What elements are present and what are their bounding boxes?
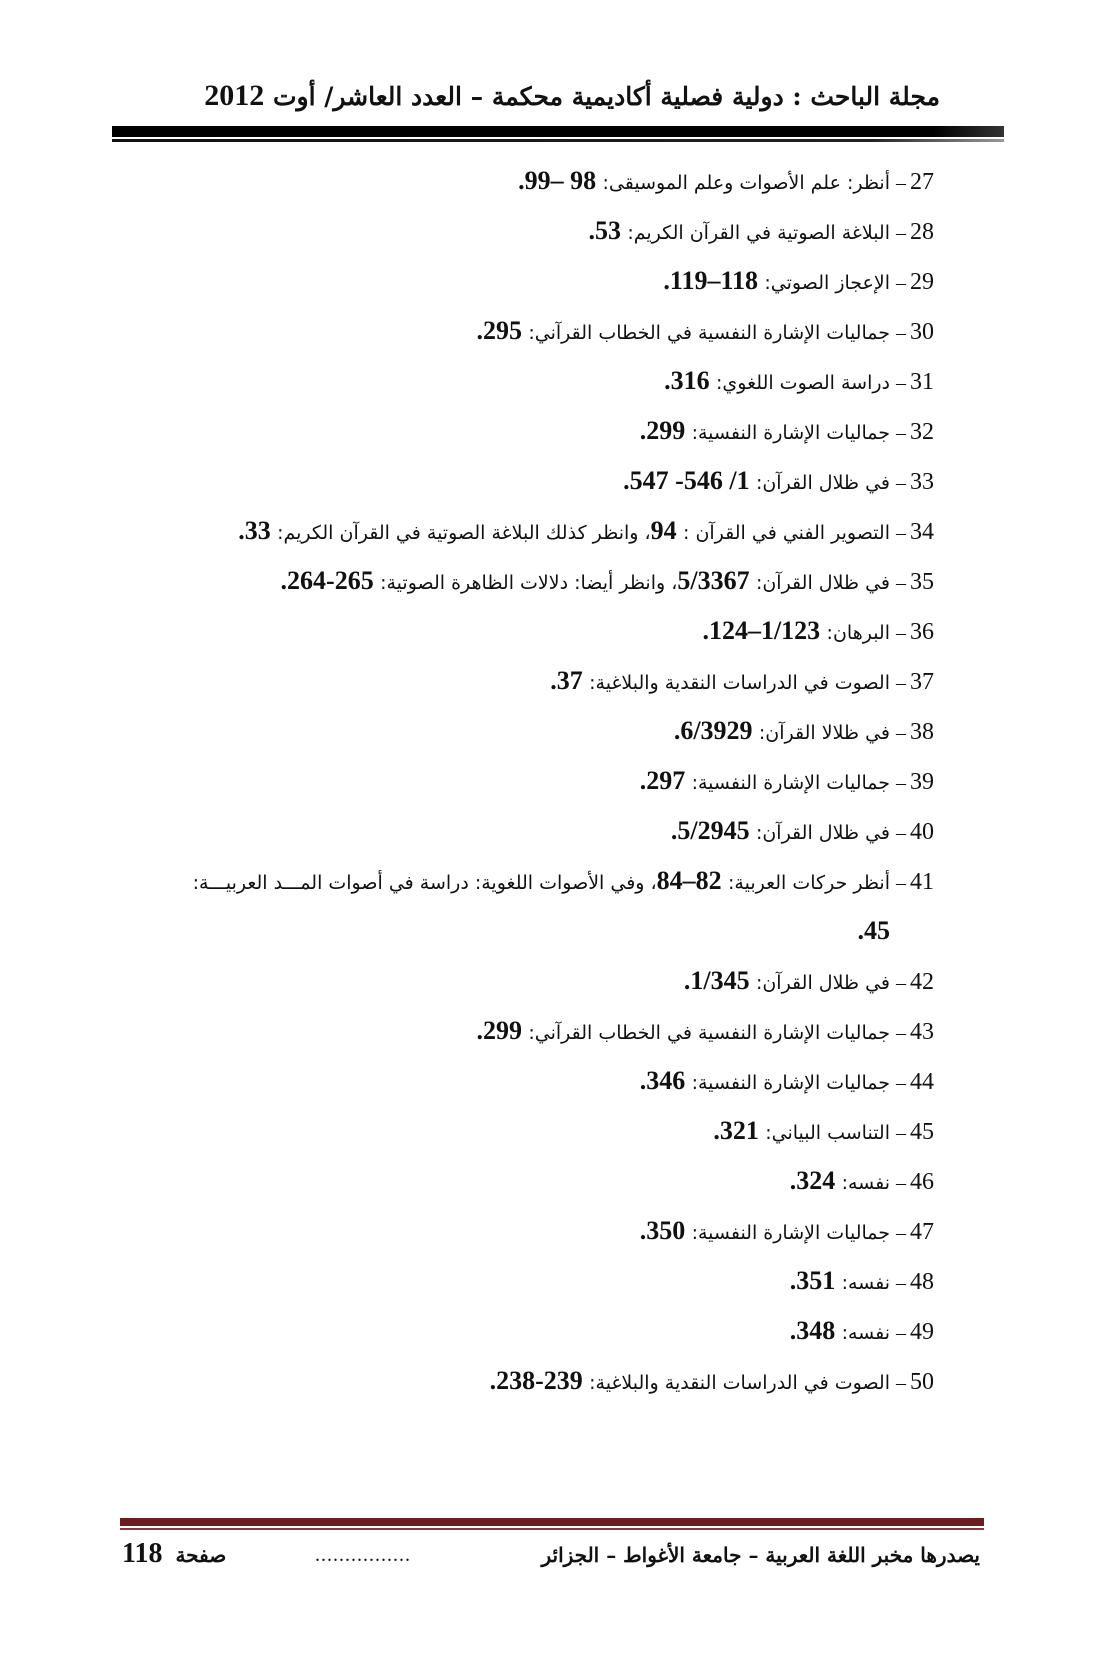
footnote-ref: 350. [639, 1216, 686, 1245]
footnote-ref: 118–119. [663, 266, 759, 295]
footnote-text: جماليات الإشارة النفسية: [691, 772, 890, 794]
footnote-ref: 295. [476, 316, 522, 345]
footer-page-number [122, 1536, 282, 1573]
footnote-number: 50 [910, 1369, 934, 1395]
header-divider-thin [112, 139, 1004, 142]
footnote-ref: 346. [639, 1066, 686, 1095]
footnote-text: دراسة الصوت اللغوي: [716, 372, 890, 394]
header-divider-thick [112, 126, 1004, 137]
footnote-ref: 45. [857, 916, 890, 945]
footnote-number: 48 [910, 1269, 934, 1295]
footnote-ref: 1/345. [683, 966, 750, 995]
footnote-41 [104, 858, 934, 908]
footnote-text: جماليات الإشارة النفسية في الخطاب القرآني: [528, 322, 890, 344]
footnote-number: 42 [910, 969, 934, 995]
footnote-number: 27 [910, 169, 934, 195]
footnote-dash: – [896, 622, 906, 644]
footnote-number: 45 [910, 1119, 934, 1145]
footnote-text: في ظلال القرآن: [755, 472, 890, 494]
footnote-ref: 299. [639, 416, 686, 445]
footnote-35 [104, 558, 934, 608]
footnote-40 [104, 808, 934, 858]
journal-year: 2012 [204, 79, 265, 112]
footnote-28 [104, 208, 934, 258]
footnote-dash: – [896, 1172, 906, 1194]
footnote-dash: – [896, 1122, 906, 1144]
footnote-text: الصوت في الدراسات النقدية والبلاغية: [589, 672, 890, 694]
footnote-dash: – [896, 672, 906, 694]
footnote-36 [104, 608, 934, 658]
journal-header [180, 78, 940, 115]
footnote-45 [104, 1108, 934, 1158]
footnote-ref: 297. [639, 766, 686, 795]
footnote-dash: – [896, 1372, 906, 1394]
footnote-text: في ظلال القرآن: [755, 822, 890, 844]
footnote-text: أنظر حركات العربية: [728, 872, 890, 894]
page-number: 118 [122, 1538, 163, 1569]
footnote-ref: 5/2945. [670, 816, 750, 845]
footer-dots: ................ [315, 1544, 411, 1566]
footnote-number: 36 [910, 619, 934, 645]
footnote-ref: 348. [789, 1316, 836, 1345]
footnote-number: 33 [910, 469, 934, 495]
footnote-number: 29 [910, 269, 934, 295]
footnote-text-2: ، وانظر أيضا: دلالات الظاهرة الصوتية: [380, 572, 678, 594]
footnote-text: البرهان: [826, 622, 890, 644]
footnote-text: في ظلال القرآن: [755, 572, 890, 594]
footer-publisher: يصدرها مخبر اللغة العربية – جامعة الأغواط – الجزائر [541, 1543, 980, 1567]
footnote-49 [104, 1308, 934, 1358]
footnote-44 [104, 1058, 934, 1108]
footnote-number: 40 [910, 819, 934, 845]
footnote-43 [104, 1008, 934, 1058]
footnote-ref: 299. [476, 1016, 522, 1045]
footnote-number: 46 [910, 1169, 934, 1195]
footnote-text: نفسه: [841, 1272, 890, 1294]
footnote-ref-2: 264-265. [280, 566, 374, 595]
footnote-39 [104, 758, 934, 808]
footnote-dash: – [896, 222, 906, 244]
header-divider [112, 126, 1004, 144]
footnote-dash: – [896, 1022, 906, 1044]
footnote-ref: 5/3367 [677, 566, 750, 595]
footnote-31 [104, 358, 934, 408]
footer-divider-thin [120, 1528, 984, 1530]
footnote-dash: – [896, 1072, 906, 1094]
footnote-dash: – [896, 872, 906, 894]
footnote-text: التصوير الفني في القرآن : [683, 522, 890, 544]
footnote-ref: 1/ 546- 547. [623, 466, 750, 495]
footer-divider [120, 1518, 984, 1532]
footnote-dash: – [896, 422, 906, 444]
page-label: صفحة [175, 1543, 227, 1567]
footnote-ref: 351. [789, 1266, 836, 1295]
footnote-text: جماليات الإشارة النفسية: [691, 1072, 890, 1094]
footnote-text: أنظر: علم الأصوات وعلم الموسيقى: [602, 172, 890, 194]
footnote-dash: – [896, 772, 906, 794]
footnote-34 [104, 508, 934, 558]
footnote-number: 41 [910, 869, 934, 895]
footnote-number: 38 [910, 719, 934, 745]
footnote-ref: 82–84 [656, 866, 722, 895]
footnote-dash: – [896, 1222, 906, 1244]
footnote-dash: – [896, 322, 906, 344]
footnote-text: في ظلالا القرآن: [758, 722, 890, 744]
footnote-ref: 1/123–124. [702, 616, 821, 645]
footnote-ref: 238-239. [489, 1366, 583, 1395]
footnote-50 [104, 1358, 934, 1408]
footnote-29 [104, 258, 934, 308]
footnote-number: 43 [910, 1019, 934, 1045]
footnote-dash: – [896, 972, 906, 994]
footnote-33 [104, 458, 934, 508]
footnote-text: جماليات الإشارة النفسية: [691, 422, 890, 444]
footnotes-list [104, 158, 934, 1408]
footnote-dash: – [896, 522, 906, 544]
footnote-ref-2: 33. [238, 516, 271, 545]
footnote-text: البلاغة الصوتية في القرآن الكريم: [627, 222, 890, 244]
footnote-32 [104, 408, 934, 458]
footnote-ref: 324. [789, 1166, 836, 1195]
footnote-dash: – [896, 822, 906, 844]
footnote-number: 35 [910, 569, 934, 595]
footnote-ref: 94 [650, 516, 677, 545]
footnote-ref: 321. [713, 1116, 759, 1145]
footnote-text: الإعجاز الصوتي: [764, 272, 890, 294]
footnote-number: 28 [910, 219, 934, 245]
footnote-number: 31 [910, 369, 934, 395]
footnote-text: التناسب البياني: [765, 1122, 890, 1144]
footnote-number: 37 [910, 669, 934, 695]
footnote-dash: – [896, 272, 906, 294]
footnote-ref: 316. [664, 366, 710, 395]
footnote-ref: 37. [550, 666, 583, 695]
footnote-dash: – [896, 172, 906, 194]
footnote-27 [104, 158, 934, 208]
footnote-41-continuation [104, 908, 934, 958]
footnote-number: 32 [910, 419, 934, 445]
footnote-42 [104, 958, 934, 1008]
footnote-30 [104, 308, 934, 358]
footnote-number: 49 [910, 1319, 934, 1345]
footnote-dash: – [896, 1322, 906, 1344]
footnote-48 [104, 1258, 934, 1308]
footnote-dash: – [896, 572, 906, 594]
footnote-text: جماليات الإشارة النفسية في الخطاب القرآني: [528, 1022, 890, 1044]
footnote-number: 44 [910, 1069, 934, 1095]
footnote-ref: 53. [588, 216, 621, 245]
journal-title: مجلة الباحث : دولية فصلية أكاديمية محكمة – العدد العاشر/ أوت [272, 82, 940, 111]
footer-divider-thick [120, 1518, 984, 1526]
footnote-47 [104, 1208, 934, 1258]
footnote-ref: 6/3929. [673, 716, 753, 745]
footnote-text: في ظلال القرآن: [755, 972, 890, 994]
footnote-text: نفسه: [841, 1172, 890, 1194]
footnote-number: 30 [910, 319, 934, 345]
footnote-ref: 98 –99. [518, 166, 597, 195]
footnote-dash: – [896, 472, 906, 494]
footnote-37 [104, 658, 934, 708]
footnote-number: 47 [910, 1219, 934, 1245]
footnote-dash: – [896, 372, 906, 394]
footnote-text-2: ، وانظر كذلك البلاغة الصوتية في القرآن الكريم: [277, 522, 651, 544]
footnote-dash: – [896, 722, 906, 744]
footnote-text: نفسه: [841, 1322, 890, 1344]
footnote-38 [104, 708, 934, 758]
footnote-number: 34 [910, 519, 934, 545]
footnote-46 [104, 1158, 934, 1208]
footnote-text-2: ، وفي الأصوات اللغوية: دراسة في أصوات المـــد العربيـــة: [192, 872, 657, 894]
footnote-number: 39 [910, 769, 934, 795]
footnote-text: جماليات الإشارة النفسية: [691, 1222, 890, 1244]
footnote-dash: – [896, 1272, 906, 1294]
footnote-text: الصوت في الدراسات النقدية والبلاغية: [589, 1372, 890, 1394]
